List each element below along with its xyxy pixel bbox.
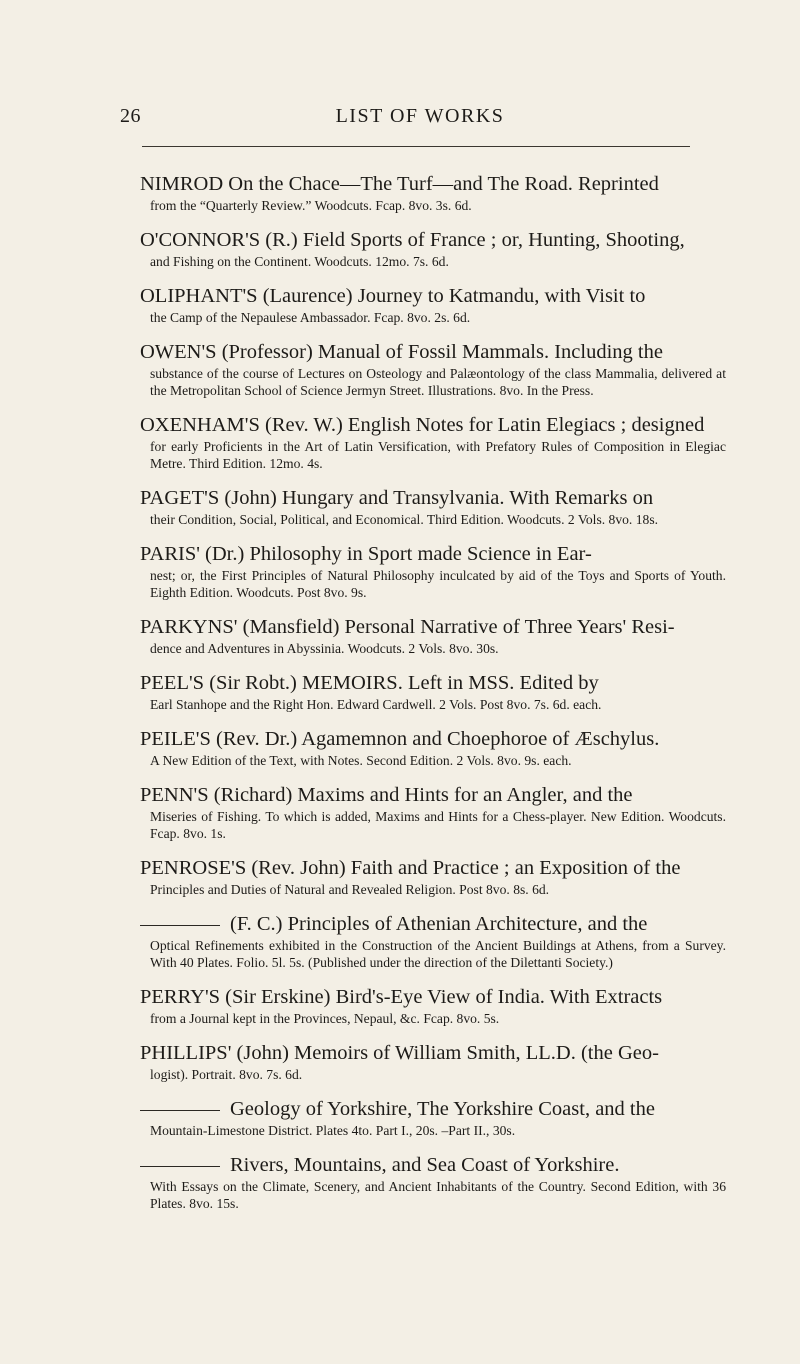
list-item [140,228,726,270]
entry-description: Principles and Duties of Natural and Revealed Religion. Post 8vo. 8s. 6d. [150,882,550,897]
ditto-dash [140,1110,220,1111]
entry-description: logist). Portrait. 8vo. 7s. 6d. [150,1067,303,1082]
list-item [140,1041,726,1083]
list-item [140,783,726,842]
entry-description: and Fishing on the Continent. Woodcuts. 12mo. 7s. 6d. [150,254,449,269]
ditto-dash [140,1166,220,1167]
list-item [140,856,726,898]
entry-description: nest; or, the First Principles of Natural Philosophy inculcated by aid of the Toys and Sports of Youth. Eighth Edition. Woodcuts. Post 8vo. 9s. [150,568,726,600]
list-item [140,542,726,601]
entry-title: OXENHAM'S (Rev. W.) English Notes for Latin Elegiacs ; designed [140,414,705,436]
entry-title: PARKYNS' (Mansfield) Personal Narrative of Three Years' Resi- [140,616,675,638]
entry-title: PHILLIPS' (John) Memoirs of William Smith, LL.D. (the Geo- [140,1042,659,1064]
entry-description: With Essays on the Climate, Scenery, and Ancient Inhabitants of the Country. Second Edition, with 36 Plates. 8vo. 15s. [150,1179,726,1211]
page-number: 26 [120,105,141,127]
entry-title: PERRY'S (Sir Erskine) Bird's-Eye View of India. With Extracts [140,986,663,1008]
entry-title: PAGET'S (John) Hungary and Transylvania. With Remarks on [140,487,654,509]
entry-description: from the “Quarterly Review.” Woodcuts. Fcap. 8vo. 3s. 6d. [150,198,472,213]
list-item [140,340,726,399]
list-item [140,727,726,769]
works-list [140,172,726,1226]
entry-description: the Camp of the Nepaulese Ambassador. Fcap. 8vo. 2s. 6d. [150,310,471,325]
list-item [140,912,726,971]
list-item [140,671,726,713]
entry-title-text: Rivers, Mountains, and Sea Coast of Yorkshire. [230,1154,620,1176]
entry-title-continued [140,1097,726,1122]
entry-description: Mountain-Limestone District. Plates 4to. Part I., 20s. –Part II., 30s. [150,1123,516,1138]
list-item [140,284,726,326]
running-title: LIST OF WORKS [335,105,505,127]
list-item [140,985,726,1027]
list-item [140,172,726,214]
ditto-dash [140,925,220,926]
entry-title-text: (F. C.) Principles of Athenian Architecture, and the [230,913,648,935]
entry-description: from a Journal kept in the Provinces, Nepaul, &c. Fcap. 8vo. 5s. [150,1011,500,1026]
entry-title: OLIPHANT'S (Laurence) Journey to Katmandu, with Visit to [140,285,646,307]
entry-title-text: Geology of Yorkshire, The Yorkshire Coast, and the [230,1098,655,1120]
entry-description: substance of the course of Lectures on Osteology and Palæontology of the class Mammalia, delivered at the Metropolitan School of Science Jermyn Street. Illustrations. 8vo. In the Press. [150,366,726,398]
entry-title: PENN'S (Richard) Maxims and Hints for an Angler, and the [140,784,633,806]
entry-description: A New Edition of the Text, with Notes. Second Edition. 2 Vols. 8vo. 9s. each. [150,753,572,768]
entry-title-continued [140,912,726,937]
entry-description: their Condition, Social, Political, and Economical. Third Edition. Woodcuts. 2 Vols. 8vo. 18s. [150,512,659,527]
entry-title: PEEL'S (Sir Robt.) MEMOIRS. Left in MSS. Edited by [140,672,599,694]
list-item [140,413,726,472]
entry-title: PENROSE'S (Rev. John) Faith and Practice ; an Exposition of the [140,857,681,879]
entry-title: PARIS' (Dr.) Philosophy in Sport made Science in Ear- [140,543,592,565]
entry-description: Optical Refinements exhibited in the Construction of the Ancient Buildings at Athens, from a Survey. With 40 Plates. Folio. 5l. 5s. (Published under the direction of the Dilettanti Society.) [150,938,726,970]
entry-title: NIMROD On the Chace—The Turf—and The Road. Reprinted [140,173,659,195]
entry-title: O'CONNOR'S (R.) Field Sports of France ; or, Hunting, Shooting, [140,229,685,251]
list-item [140,615,726,657]
entry-description: for early Proficients in the Art of Latin Versification, with Prefatory Rules of Composition in Elegiac Metre. Third Edition. 12mo. 4s. [150,439,726,471]
entry-title: OWEN'S (Professor) Manual of Fossil Mammals. Including the [140,341,663,363]
list-item [140,1097,726,1139]
list-item [140,486,726,528]
entry-description: Miseries of Fishing. To which is added, Maxims and Hints for a Chess-player. New Edition. Woodcuts. Fcap. 8vo. 1s. [150,809,726,841]
entry-title: PEILE'S (Rev. Dr.) Agamemnon and Choephoroe of Æschylus. [140,728,660,750]
page-header [120,105,720,141]
header-rule [142,146,690,147]
entry-description: Earl Stanhope and the Right Hon. Edward Cardwell. 2 Vols. Post 8vo. 7s. 6d. each. [150,697,602,712]
list-item [140,1153,726,1212]
entry-title-continued [140,1153,726,1178]
entry-description: dence and Adventures in Abyssinia. Woodcuts. 2 Vols. 8vo. 30s. [150,641,499,656]
